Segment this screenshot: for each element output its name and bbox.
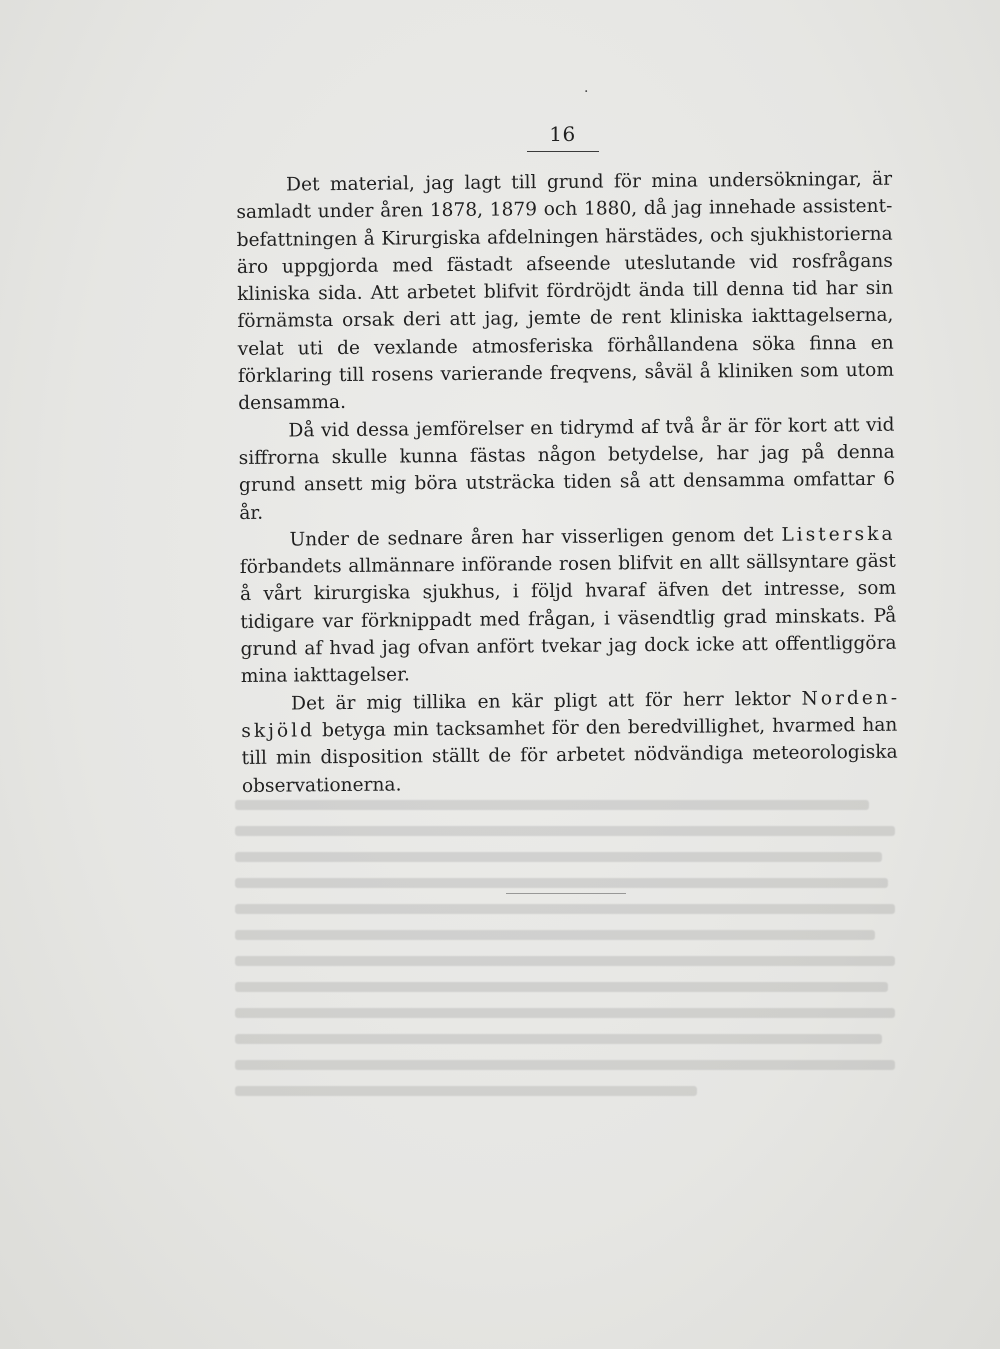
- paragraph-2: Då vid dessa jemförelser en tidrymd af två år är för kort att vid siffrorna skulle kunna fästas någon betydelse, har jag på denna grund ansett mig böra utsträcka tiden så att densamma omfattar 6 år.: [238, 414, 896, 524]
- spaced-name-nordenskjold: Nordenskjöld: [241, 687, 898, 742]
- paragraph-3-after: förbandets allmännare införande rosen blifvit en allt sällsyntare gäst å vårt kirurgiska sjukhus, i följd hvaraf äfven det intresse, som tidigare var förknippadt med frågan, i väsendtlig grad minskats. På grund af hvad jag ofvan anfört tvekar jag dock icke att offentliggöra mina iakttagelser.: [239, 550, 897, 688]
- faint-rule: [506, 893, 626, 894]
- page-number: 16: [549, 122, 576, 146]
- page-mark: ·: [584, 84, 589, 100]
- paragraph-4: [241, 684, 898, 799]
- show-through-text: [235, 800, 895, 1100]
- body-text: [236, 166, 898, 800]
- paragraph-3: [239, 521, 897, 691]
- paragraph-4-before: Det är mig tillika en kär pligt att för herr lektor: [291, 688, 802, 715]
- page-number-rule: [527, 151, 599, 152]
- paragraph-4-after: betyga min tacksamhet för den beredvillighet, hvarmed han till min disposition ställt de för arbetet nödvändiga meteorologiska observationerna.: [241, 714, 898, 797]
- paragraph-3-before: Under de sednare åren har visserligen genom det: [289, 524, 782, 551]
- paragraph-1: Det material, jag lagt till grund för mina undersökningar, är samladt under åren 1878, 1879 och 1880, då jag innehade assistentbefattningen å Kirurgiska afdelningen härstädes, och sjukhistorierna äro uppgjorda med fästadt afseende uteslutande vid rosfrågans kliniska sida. Att arbetet blifvit fördröjdt ända till denna tid har sin förnämsta orsak deri att jag, jemte de rent kliniska iakttagelserna, velat uti de vexlande atmosferiska förhållandena söka finna en förklaring till rosens varierande freqvens, såväl å kliniken som utom densamma.: [236, 168, 895, 415]
- spaced-name-listerska: Listerska: [781, 523, 896, 546]
